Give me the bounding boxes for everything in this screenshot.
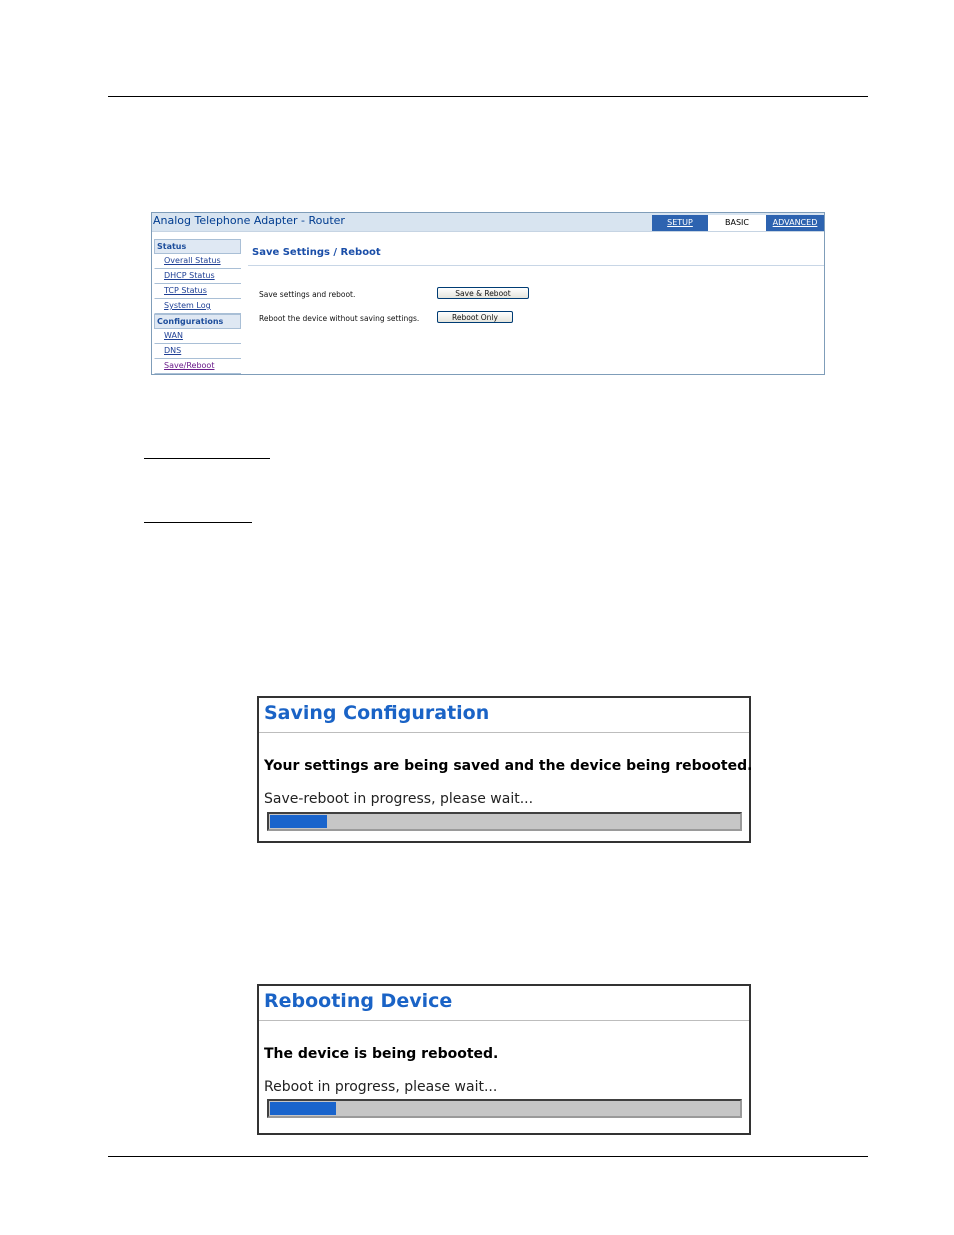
sidebar-heading-status: Status: [154, 239, 241, 254]
dialog-divider: [259, 732, 749, 733]
app-title: Analog Telephone Adapter - Router: [153, 214, 345, 227]
sidebar-item-system-log[interactable]: System Log: [154, 299, 241, 314]
heading-underline-1: [144, 458, 270, 459]
sidebar-item-dhcp-status[interactable]: DHCP Status: [154, 269, 241, 284]
progress-text: Save-reboot in progress, please wait...: [264, 791, 534, 807]
reboot-only-button[interactable]: Reboot Only: [437, 311, 513, 323]
dialog-message: The device is being rebooted.: [264, 1046, 499, 1062]
content-area: [252, 247, 822, 262]
sidebar-item-tcp-status[interactable]: TCP Status: [154, 284, 241, 299]
sidebar-item-dns[interactable]: DNS: [154, 344, 241, 359]
mode-tabs: [652, 215, 824, 231]
progress-text: Reboot in progress, please wait...: [264, 1079, 498, 1095]
dialog-divider: [259, 1020, 749, 1021]
tab-advanced[interactable]: ADVANCED: [766, 215, 824, 231]
sidebar-heading-configurations: Configurations: [154, 314, 241, 329]
dialog-message: Your settings are being saved and the device being rebooted.: [264, 758, 753, 774]
sidebar: [154, 239, 241, 374]
sidebar-item-wan[interactable]: WAN: [154, 329, 241, 344]
progress-bar: [267, 1099, 742, 1118]
footer-rule: [108, 1156, 868, 1157]
tab-basic[interactable]: BASIC: [708, 215, 766, 231]
saving-configuration-dialog: [257, 696, 751, 843]
reboot-only-label: Reboot the device without saving settings.: [259, 314, 420, 323]
progress-bar: [267, 812, 742, 831]
heading-underline-2: [144, 522, 252, 523]
dialog-title: Rebooting Device: [264, 990, 453, 1012]
save-reboot-label: Save settings and reboot.: [259, 290, 356, 299]
save-and-reboot-button[interactable]: Save & Reboot: [437, 287, 529, 299]
content-divider: [248, 265, 824, 266]
header-rule: [108, 96, 868, 97]
page-title: Save Settings / Reboot: [252, 247, 381, 258]
sidebar-item-save-reboot[interactable]: Save/Reboot: [154, 359, 241, 374]
progress-fill: [270, 1102, 336, 1115]
tab-setup[interactable]: SETUP: [652, 215, 708, 231]
sidebar-item-overall-status[interactable]: Overall Status: [154, 254, 241, 269]
router-title-bar: [152, 213, 824, 232]
progress-fill: [270, 815, 327, 828]
router-admin-screenshot: [151, 212, 825, 375]
rebooting-device-dialog: [257, 984, 751, 1135]
dialog-title: Saving Configuration: [264, 702, 490, 724]
